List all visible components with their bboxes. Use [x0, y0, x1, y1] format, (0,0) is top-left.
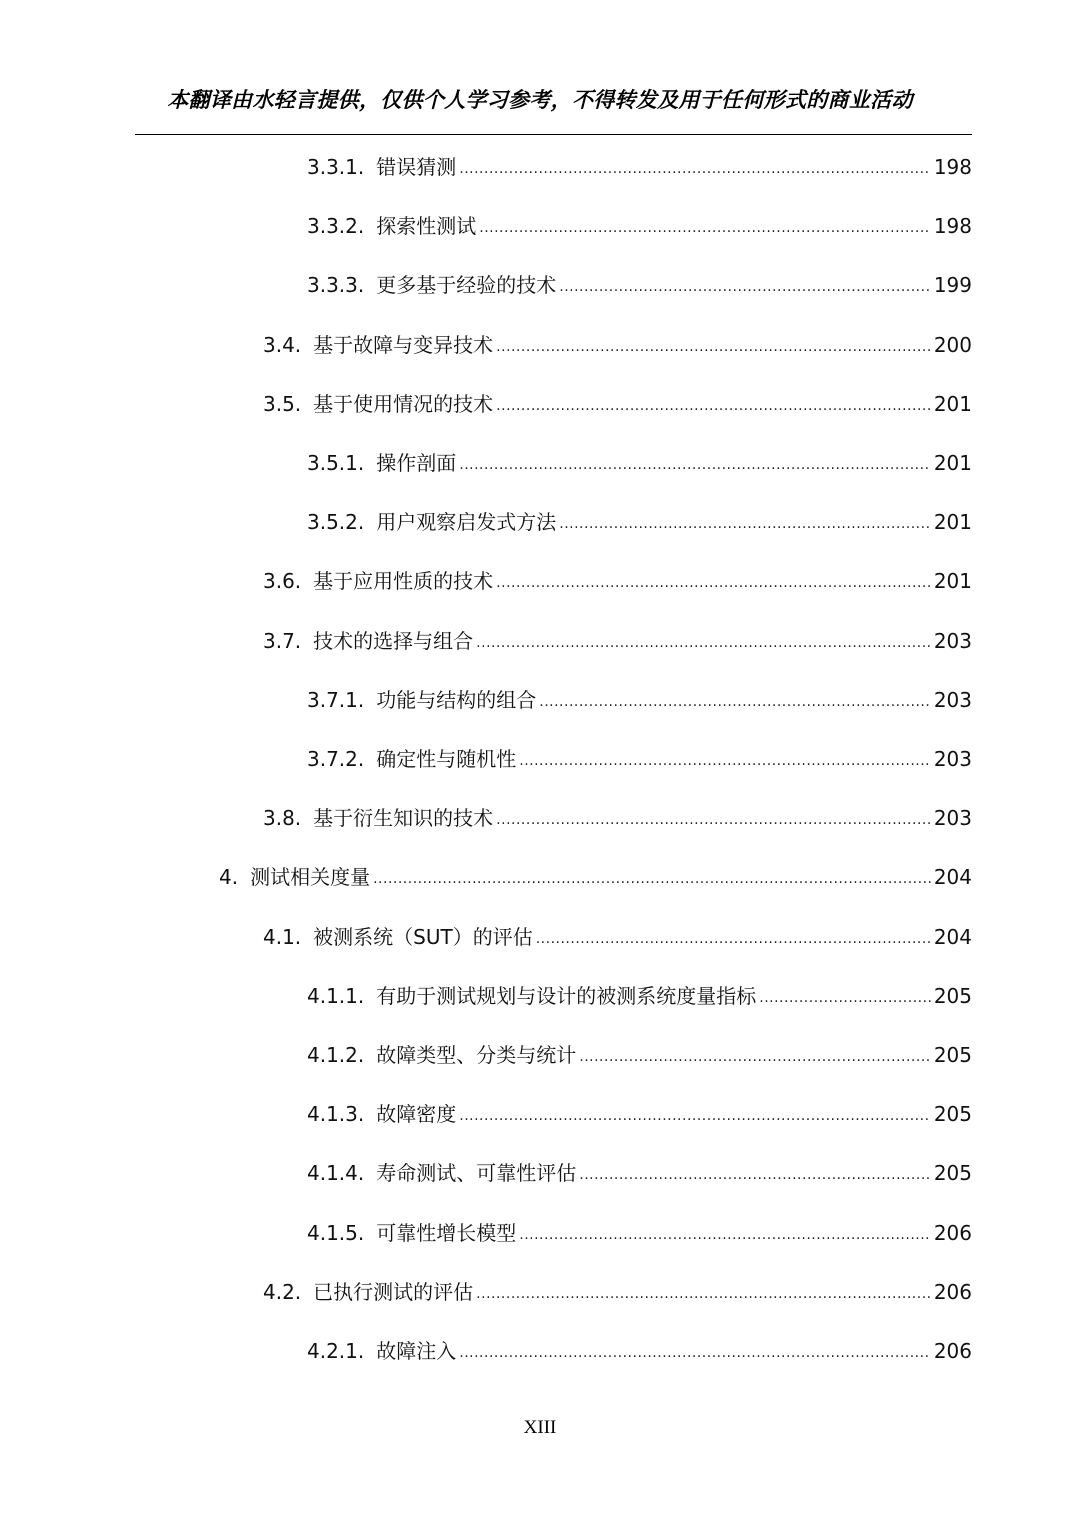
toc-dot-leader [759, 980, 931, 1016]
header-divider [135, 134, 972, 135]
toc-entry-page: 204 [933, 924, 972, 949]
toc-entry-number: 4.1.5. [307, 1220, 365, 1245]
toc-entry-title: 基于使用情况的技术 [313, 391, 494, 416]
toc-entry-number: 3.4. [263, 332, 302, 357]
header-notice: 本翻译由水轻言提供，仅供个人学习参考，不得转发及用于任何形式的商业活动 [167, 88, 913, 112]
toc-entry-title: 有助于测试规划与设计的被测系统度量指标 [376, 983, 757, 1008]
toc-entry-title: 故障类型、分类与统计 [376, 1043, 577, 1067]
toc-entry-page: 205 [933, 1043, 972, 1067]
toc-dot-leader [459, 1098, 931, 1134]
toc-entry-page: 203 [933, 747, 972, 771]
toc-entry-page: 206 [933, 1339, 972, 1363]
toc-entry-page: 205 [933, 1161, 972, 1186]
toc-entry[interactable] [307, 741, 972, 777]
toc-dot-leader [519, 743, 931, 779]
toc-entry-page: 203 [933, 806, 972, 831]
toc-entry[interactable] [307, 504, 972, 540]
toc-entry-number: 4.1.3. [307, 1102, 365, 1127]
toc-entry[interactable] [307, 978, 972, 1014]
toc-entry-title: 基于衍生知识的技术 [313, 806, 494, 831]
toc-entry-number: 3.6. [263, 569, 302, 594]
toc-entry[interactable] [219, 859, 972, 895]
toc-entry-number: 3.3.2. [307, 214, 365, 239]
toc-entry[interactable] [263, 563, 972, 599]
toc-entry-title: 确定性与随机性 [376, 747, 517, 771]
toc-dot-leader [536, 921, 931, 957]
toc-entry[interactable] [263, 327, 972, 363]
toc-entry-number: 3.5.2. [307, 510, 365, 535]
toc-entry-number: 3.5.1. [307, 451, 365, 475]
toc-entry-page: 200 [933, 332, 972, 357]
toc-dot-leader [459, 447, 931, 483]
toc-dot-leader [559, 269, 931, 305]
toc-dot-leader [479, 210, 931, 246]
toc-entry-title: 错误猜测 [376, 155, 457, 179]
toc-entry[interactable] [263, 623, 972, 659]
toc-dot-leader [459, 1335, 931, 1371]
toc-entry[interactable] [263, 919, 972, 955]
toc-dot-leader [579, 1157, 931, 1193]
toc-entry-page: 205 [933, 1102, 972, 1127]
toc-entry-page: 199 [933, 273, 972, 298]
toc-dot-leader [579, 1039, 931, 1075]
toc-dot-leader [373, 861, 931, 897]
toc-dot-leader [476, 625, 931, 661]
toc-entry-title: 功能与结构的组合 [376, 687, 537, 712]
toc-dot-leader [459, 151, 931, 187]
toc-entry[interactable] [307, 1037, 972, 1073]
toc-entry-page: 201 [933, 451, 972, 475]
toc-entry-page: 198 [933, 214, 972, 239]
toc-entry-title: 故障注入 [376, 1339, 457, 1363]
toc-dot-leader [559, 506, 931, 542]
toc-entry-title: 技术的选择与组合 [313, 628, 474, 653]
toc-entry[interactable] [307, 445, 972, 481]
toc-entry[interactable] [307, 1333, 972, 1369]
toc-entry-title: 基于应用性质的技术 [313, 569, 494, 594]
toc-entry[interactable] [307, 267, 972, 303]
toc-entry-page: 201 [933, 391, 972, 416]
toc-entry-page: 206 [933, 1279, 972, 1304]
toc-entry[interactable] [307, 149, 972, 185]
toc-entry[interactable] [263, 386, 972, 422]
toc-entry-page: 206 [933, 1220, 972, 1245]
toc-entry-page: 204 [933, 865, 972, 890]
toc-dot-leader [496, 565, 931, 601]
toc-dot-leader [496, 329, 931, 365]
toc-entry-title: 已执行测试的评估 [313, 1279, 474, 1304]
toc-entry[interactable] [307, 1096, 972, 1132]
toc-entry-number: 3.7.1. [307, 687, 365, 712]
toc-entry-number: 4.1.4. [307, 1161, 365, 1186]
toc-dot-leader [476, 1276, 931, 1312]
toc-entry-page: 203 [933, 628, 972, 653]
toc-entry-title: 测试相关度量 [250, 865, 371, 890]
toc-entry[interactable] [307, 1215, 972, 1251]
toc-entry[interactable] [263, 800, 972, 836]
toc-entry-number: 3.3.3. [307, 273, 365, 298]
toc-entry-page: 198 [933, 155, 972, 179]
toc-entry-number: 4. [219, 865, 239, 890]
toc-entry-number: 3.7. [263, 628, 302, 653]
toc-entry[interactable] [307, 682, 972, 718]
toc-entry-number: 3.7.2. [307, 747, 365, 771]
toc-dot-leader [496, 802, 931, 838]
toc-entry-title: 故障密度 [376, 1102, 457, 1127]
toc-entry-number: 4.2.1. [307, 1339, 365, 1363]
toc-entry-number: 3.3.1. [307, 155, 365, 179]
toc-entry-page: 201 [933, 510, 972, 535]
toc-entry[interactable] [307, 208, 972, 244]
toc-entry[interactable] [263, 1274, 972, 1310]
toc-entry-title: 操作剖面 [376, 451, 457, 475]
toc-entry-number: 4.2. [263, 1279, 302, 1304]
toc-entry[interactable] [307, 1155, 972, 1191]
page-number: XIII [523, 1417, 557, 1438]
toc-entry-title: 基于故障与变异技术 [313, 332, 494, 357]
toc-dot-leader [539, 684, 931, 720]
toc-entry-title: 被测系统（SUT）的评估 [313, 924, 533, 949]
toc-dot-leader [496, 388, 931, 424]
toc-entry-number: 4.1.2. [307, 1043, 365, 1067]
toc-entry-page: 201 [933, 569, 972, 594]
toc-entry-title: 更多基于经验的技术 [376, 273, 557, 298]
toc-entry-number: 4.1. [263, 924, 302, 949]
toc-entry-page: 203 [933, 687, 972, 712]
toc-entry-title: 探索性测试 [376, 214, 477, 239]
toc-entry-title: 用户观察启发式方法 [376, 510, 557, 535]
toc-entry-number: 3.5. [263, 391, 302, 416]
toc-entry-number: 3.8. [263, 806, 302, 831]
toc-entry-title: 寿命测试、可靠性评估 [376, 1161, 577, 1186]
toc-entry-page: 205 [933, 983, 972, 1008]
toc-entry-number: 4.1.1. [307, 983, 365, 1008]
toc-dot-leader [519, 1217, 931, 1253]
toc-entry-title: 可靠性增长模型 [376, 1220, 517, 1245]
